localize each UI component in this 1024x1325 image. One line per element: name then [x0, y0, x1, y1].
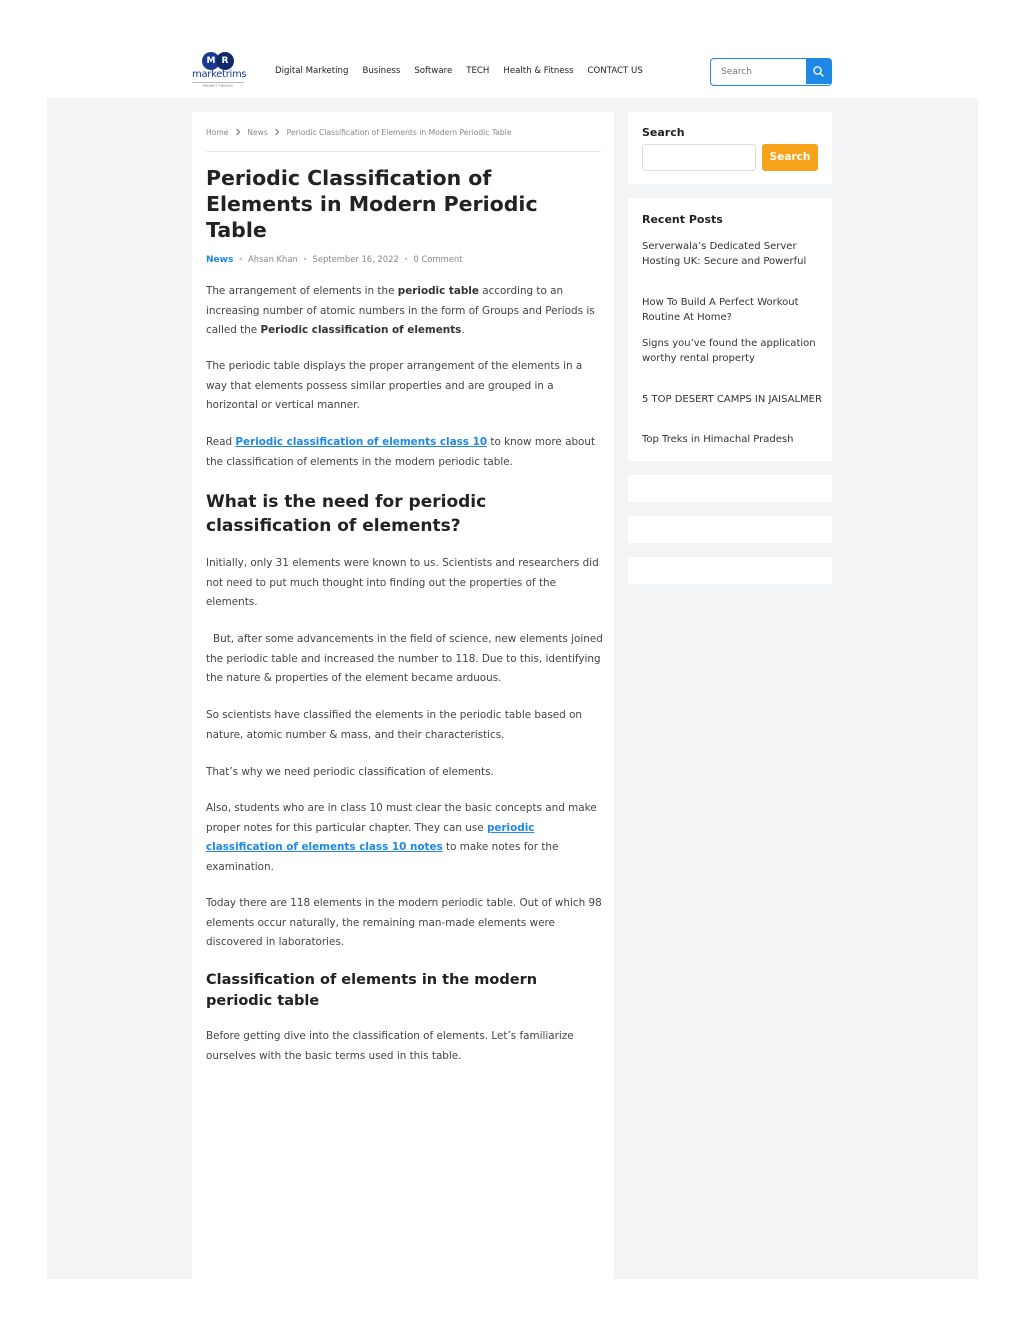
recent-post-link[interactable]: Top Treks in Himachal Pradesh [642, 434, 794, 445]
paragraph-6: So scientists have classified the elements in the periodic table based on nature, atomic number & mass, and their characteristics. [206, 709, 583, 741]
meta-comments[interactable]: 0 Comment [413, 254, 463, 264]
header-search [710, 58, 832, 86]
nav-software[interactable]: Software [414, 66, 453, 76]
meta-separator: • [403, 255, 409, 264]
header-search-button[interactable] [806, 59, 831, 84]
paragraph-10: Before getting dive into the classification of elements. Let’s familiarize ourselves with the basic terms used in this table. [206, 1030, 574, 1062]
recent-post-link[interactable]: Signs you’ve found the application worthy rental property [642, 338, 816, 364]
chevron-right-icon [235, 128, 241, 136]
nav-business[interactable]: Business [362, 66, 401, 76]
nav-tech[interactable]: TECH [466, 66, 490, 76]
main-nav [275, 66, 643, 80]
logo-name: marketrims [192, 69, 247, 80]
paragraph-8 [206, 799, 604, 878]
bold-text: Periodic classification of elements [260, 324, 462, 337]
text: Also, students who are in class 10 must clear the basic concepts and make proper notes for this particular chapter. They can use [206, 802, 597, 834]
site-header [0, 0, 1024, 98]
breadcrumb-news[interactable]: News [247, 128, 268, 137]
recent-post-link[interactable]: 5 TOP DESERT CAMPS IN JAISALMER [642, 394, 822, 405]
meta-separator: • [302, 255, 308, 264]
text: Read [206, 436, 236, 448]
search-widget [628, 112, 832, 184]
breadcrumb-home[interactable]: Home [206, 128, 229, 137]
header-search-input[interactable] [711, 59, 807, 84]
recent-post-link[interactable]: How To Build A Perfect Workout Routine At Home? [642, 297, 799, 323]
article-title: Periodic Classification of Elements in Modern Periodic Table [206, 166, 538, 242]
article [192, 112, 614, 1279]
meta-author[interactable]: Ahsan Khan [248, 254, 298, 264]
empty-widget [628, 557, 832, 584]
logo-initial-m: M [202, 52, 220, 70]
meta-separator: • [238, 255, 244, 264]
search-widget-title: Search [642, 126, 685, 139]
sidebar-search-input[interactable] [642, 144, 756, 171]
site-logo[interactable] [192, 52, 248, 88]
heading-need: What is the need for periodic classification of elements? [206, 492, 487, 536]
sidebar-search-button[interactable]: Search [762, 144, 818, 171]
recent-posts-widget [628, 198, 832, 461]
paragraph-7: That’s why we need periodic classification of elements. [206, 766, 494, 778]
paragraph-5: But, after some advancements in the field of science, new elements joined the periodic table and increased the number to 118. Due to this, identifying the nature & properties of the element became arduous. [206, 633, 603, 685]
nav-digital-marketing[interactable]: Digital Marketing [275, 66, 349, 76]
paragraph-9: Today there are 118 elements in the modern periodic table. Out of which 98 elements occur naturally, the remaining man-made elements were discovered in laboratories. [206, 897, 602, 949]
recent-posts-title: Recent Posts [642, 213, 723, 226]
heading-classification: Classification of elements in the modern periodic table [206, 972, 538, 1009]
text: to make notes for the examination. [206, 841, 559, 874]
nav-health-fitness[interactable]: Health & Fitness [503, 66, 574, 76]
logo-mark [202, 52, 234, 70]
search-icon [806, 59, 831, 84]
paragraph-3 [206, 433, 604, 472]
meta-date: September 16, 2022 [312, 254, 399, 264]
bold-text: periodic table [397, 285, 479, 297]
text: . [461, 324, 465, 337]
logo-tagline: MARKET TRENDS [192, 82, 244, 88]
logo-initial-r: R [216, 52, 234, 70]
meta-category[interactable]: News [206, 255, 234, 265]
chevron-right-icon [274, 128, 280, 136]
nav-contact-us[interactable]: CONTACT US [587, 66, 643, 76]
article-meta [206, 254, 463, 265]
recent-post-link[interactable]: Serverwala’s Dedicated Server Hosting UK: Secure and Powerful [642, 241, 807, 267]
paragraph-2: The periodic table displays the proper arrangement of the elements in a way that elements possess similar properties and are grouped in a horizontal or vertical manner. [206, 360, 583, 412]
link-class-10-notes[interactable]: periodic classification of elements class 10 notes [206, 821, 535, 854]
empty-widget [628, 516, 832, 543]
paragraph-1 [206, 282, 604, 341]
link-class-10[interactable]: Periodic classification of elements class 10 [235, 436, 488, 448]
text: to know more about the classification of elements in the modern periodic table. [206, 436, 596, 468]
text: The arrangement of elements in the [206, 285, 398, 297]
breadcrumb [206, 128, 601, 152]
text: according to an increasing number of atomic numbers in the form of Groups and Periods is called the [206, 285, 595, 337]
breadcrumb-current: Periodic Classification of Elements in Modern Periodic Table [286, 128, 512, 137]
paragraph-4: Initially, only 31 elements were known to us. Scientists and researchers did not need to put much thought into finding out the properties of the elements. [206, 557, 599, 609]
empty-widget [628, 475, 832, 502]
